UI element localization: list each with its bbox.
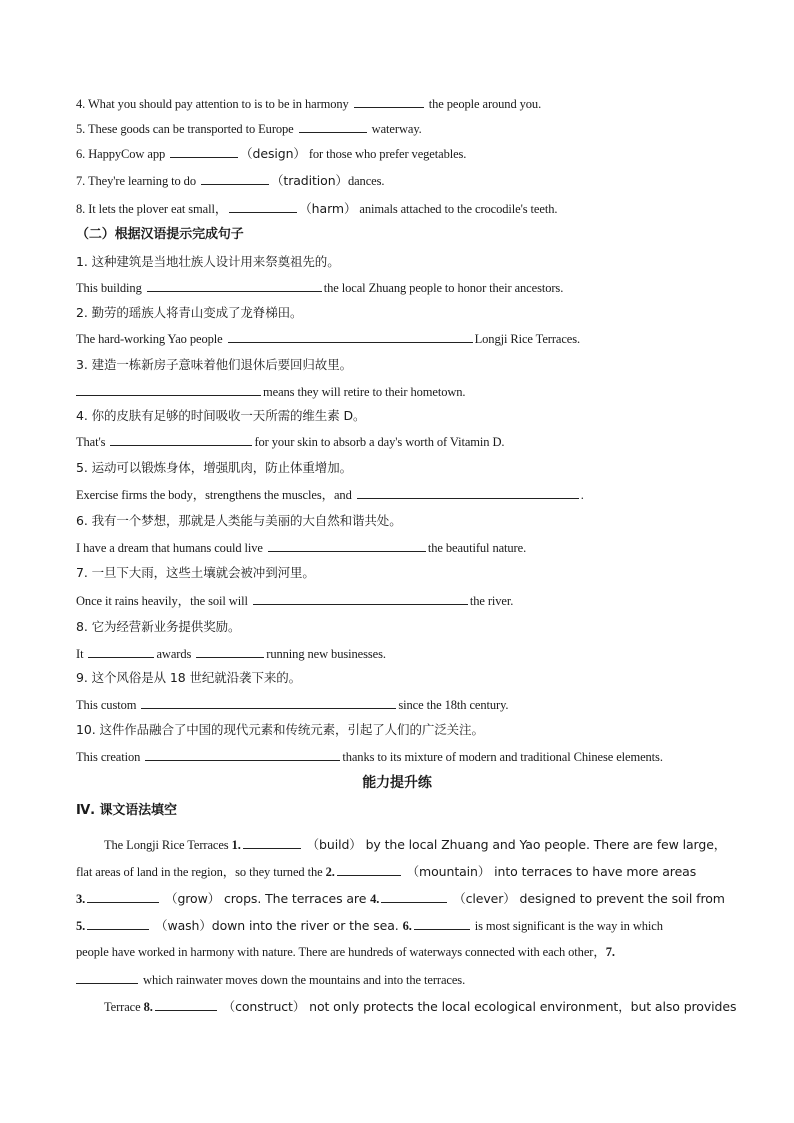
item-text: This building xyxy=(76,281,145,295)
translation-line xyxy=(76,279,726,296)
blank-number: 2. xyxy=(325,865,335,879)
answer-blank[interactable] xyxy=(337,863,401,876)
answer-blank[interactable] xyxy=(357,486,579,499)
answer-blank[interactable] xyxy=(381,890,447,903)
answer-blank[interactable] xyxy=(110,433,252,446)
item-text: 4. What you should pay attention to is to be in harmony xyxy=(76,97,352,111)
item-text: I have a dream that humans could live xyxy=(76,541,266,555)
answer-blank[interactable] xyxy=(76,383,261,396)
cloze-text: （clever） designed to prevent the soil from xyxy=(449,891,725,906)
answer-blank[interactable] xyxy=(196,645,264,658)
item-text: The hard-working Yao people xyxy=(76,332,226,346)
item-text: waterway. xyxy=(368,122,422,136)
item-text: It xyxy=(76,647,87,661)
answer-blank[interactable] xyxy=(170,145,238,158)
answer-blank[interactable] xyxy=(299,120,367,133)
cloze-line xyxy=(76,890,726,907)
section-title: （二）根据汉语提示完成句子 xyxy=(76,227,244,242)
chinese-prompt: 5. 运动可以锻炼身体，增强肌肉，防止体重增加。 xyxy=(76,460,353,475)
blank-number: 1. xyxy=(231,838,241,852)
part-title: Ⅳ. 课文语法填空 xyxy=(76,803,177,818)
translation-line xyxy=(76,592,726,609)
item-text: for those who prefer vegetables. xyxy=(305,147,467,161)
item-text: 5. These goods can be transported to Europe xyxy=(76,122,297,136)
item-text: awards xyxy=(156,647,195,661)
item-text: Exercise firms the body，strengthens the muscles，and xyxy=(76,488,355,502)
chinese-prompt: 8. 它为经营新业务提供奖励。 xyxy=(76,619,241,634)
answer-blank[interactable] xyxy=(229,200,297,213)
answer-blank[interactable] xyxy=(88,645,154,658)
item-text: the river. xyxy=(469,594,514,608)
answer-blank[interactable] xyxy=(268,539,426,552)
exercise-item-7 xyxy=(76,172,726,189)
answer-blank[interactable] xyxy=(228,330,473,343)
blank-number: 3. xyxy=(76,892,86,906)
answer-blank[interactable] xyxy=(76,971,138,984)
word-hint: （tradition） xyxy=(271,173,348,188)
blank-number: 7. xyxy=(605,945,615,959)
translation-line xyxy=(76,433,726,450)
answer-blank[interactable] xyxy=(87,890,159,903)
translation-line xyxy=(76,383,726,400)
translation-line xyxy=(76,486,726,503)
translation-line xyxy=(76,645,726,662)
chinese-prompt: 6. 我有一个梦想，那就是人类能与美丽的大自然和谐共处。 xyxy=(76,513,402,528)
item-text: animals attached to the crocodile's teeth. xyxy=(356,202,558,216)
item-text: since the 18th century. xyxy=(398,698,509,712)
cloze-text: flat areas of land in the region，so they turned the xyxy=(76,865,326,879)
answer-blank[interactable] xyxy=(147,279,322,292)
blank-number: 5. xyxy=(76,919,86,933)
item-text: 8. It lets the plover eat small， xyxy=(76,202,228,216)
answer-blank[interactable] xyxy=(414,917,470,930)
answer-blank[interactable] xyxy=(87,917,149,930)
answer-blank[interactable] xyxy=(243,836,301,849)
item-text: thanks to its mixture of modern and traditional Chinese elements. xyxy=(342,750,663,764)
chinese-prompt: 2. 勤劳的瑶族人将青山变成了龙脊梯田。 xyxy=(76,305,303,320)
cloze-line xyxy=(104,998,754,1015)
answer-blank[interactable] xyxy=(354,95,424,108)
exercise-item-4 xyxy=(76,95,726,112)
cloze-text: is most significant is the way in which xyxy=(471,919,663,933)
cloze-line xyxy=(76,917,726,934)
item-text: the beautiful nature. xyxy=(427,541,527,555)
cloze-text: Terrace xyxy=(104,1000,144,1014)
item-text: the local Zhuang people to honor their ancestors. xyxy=(323,281,564,295)
word-hint: （harm） xyxy=(299,201,357,216)
word-hint: （design） xyxy=(240,146,306,161)
blank-number: 6. xyxy=(402,919,412,933)
chinese-prompt: 7. 一旦下大雨，这些土壤就会被冲到河里。 xyxy=(76,565,315,580)
answer-blank[interactable] xyxy=(145,748,340,761)
chinese-prompt: 9. 这个风俗是从 18 世纪就沿袭下来的。 xyxy=(76,670,302,685)
cloze-line xyxy=(76,863,726,880)
item-text: 7. They're learning to do xyxy=(76,174,199,188)
cloze-text: which rainwater moves down the mountains and into the terraces. xyxy=(140,973,466,987)
item-text: the people around you. xyxy=(425,97,542,111)
cloze-text: （grow） crops. The terraces are xyxy=(161,891,371,906)
cloze-line xyxy=(76,971,726,988)
cloze-text: （mountain） into terraces to have more areas xyxy=(402,864,697,879)
exercise-item-8 xyxy=(76,200,726,217)
translation-line xyxy=(76,696,726,713)
exercise-item-5 xyxy=(76,120,726,137)
cloze-text: people have worked in harmony with nature. There are hundreds of waterways connected with each other， xyxy=(76,945,606,959)
chinese-prompt: 3. 建造一栋新房子意味着他们退休后要回归故里。 xyxy=(76,357,353,372)
answer-blank[interactable] xyxy=(141,696,396,709)
item-text: for your skin to absorb a day's worth of Vitamin D. xyxy=(254,435,505,449)
chinese-prompt: 10. 这件作品融合了中国的现代元素和传统元素，引起了人们的广泛关注。 xyxy=(76,722,484,737)
answer-blank[interactable] xyxy=(253,592,468,605)
item-text: Once it rains heavily，the soil will xyxy=(76,594,251,608)
blank-number: 8. xyxy=(143,1000,153,1014)
blank-number: 4. xyxy=(370,892,380,906)
exercise-item-6 xyxy=(76,145,726,162)
translation-line xyxy=(76,330,726,347)
translation-line xyxy=(76,748,726,765)
cloze-text: （build） by the local Zhuang and Yao people. There are few large， xyxy=(302,837,727,852)
answer-blank[interactable] xyxy=(155,998,217,1011)
item-text: . xyxy=(580,488,584,502)
section-heading: 能力提升练 xyxy=(362,775,432,791)
item-text: This creation xyxy=(76,750,144,764)
item-text: means they will retire to their hometown. xyxy=(263,385,466,399)
cloze-text: （construct） not only protects the local ecological environment，but also provides xyxy=(218,999,737,1014)
chinese-prompt: 1. 这种建筑是当地壮族人设计用来祭奠祖先的。 xyxy=(76,254,340,269)
item-text: Longji Rice Terraces. xyxy=(474,332,581,346)
cloze-text: （wash）down into the river or the sea. xyxy=(151,918,403,933)
chinese-prompt: 4. 你的皮肤有足够的时间吸收一天所需的维生素 D。 xyxy=(76,408,366,423)
translation-line xyxy=(76,539,726,556)
cloze-line xyxy=(76,944,726,960)
item-text: 6. HappyCow app xyxy=(76,147,169,161)
answer-blank[interactable] xyxy=(201,172,269,185)
item-text: dances. xyxy=(347,174,385,188)
cloze-text: The Longji Rice Terraces xyxy=(104,838,232,852)
item-text: That's xyxy=(76,435,109,449)
item-text: running new businesses. xyxy=(266,647,386,661)
item-text: This custom xyxy=(76,698,140,712)
cloze-line xyxy=(104,836,754,853)
